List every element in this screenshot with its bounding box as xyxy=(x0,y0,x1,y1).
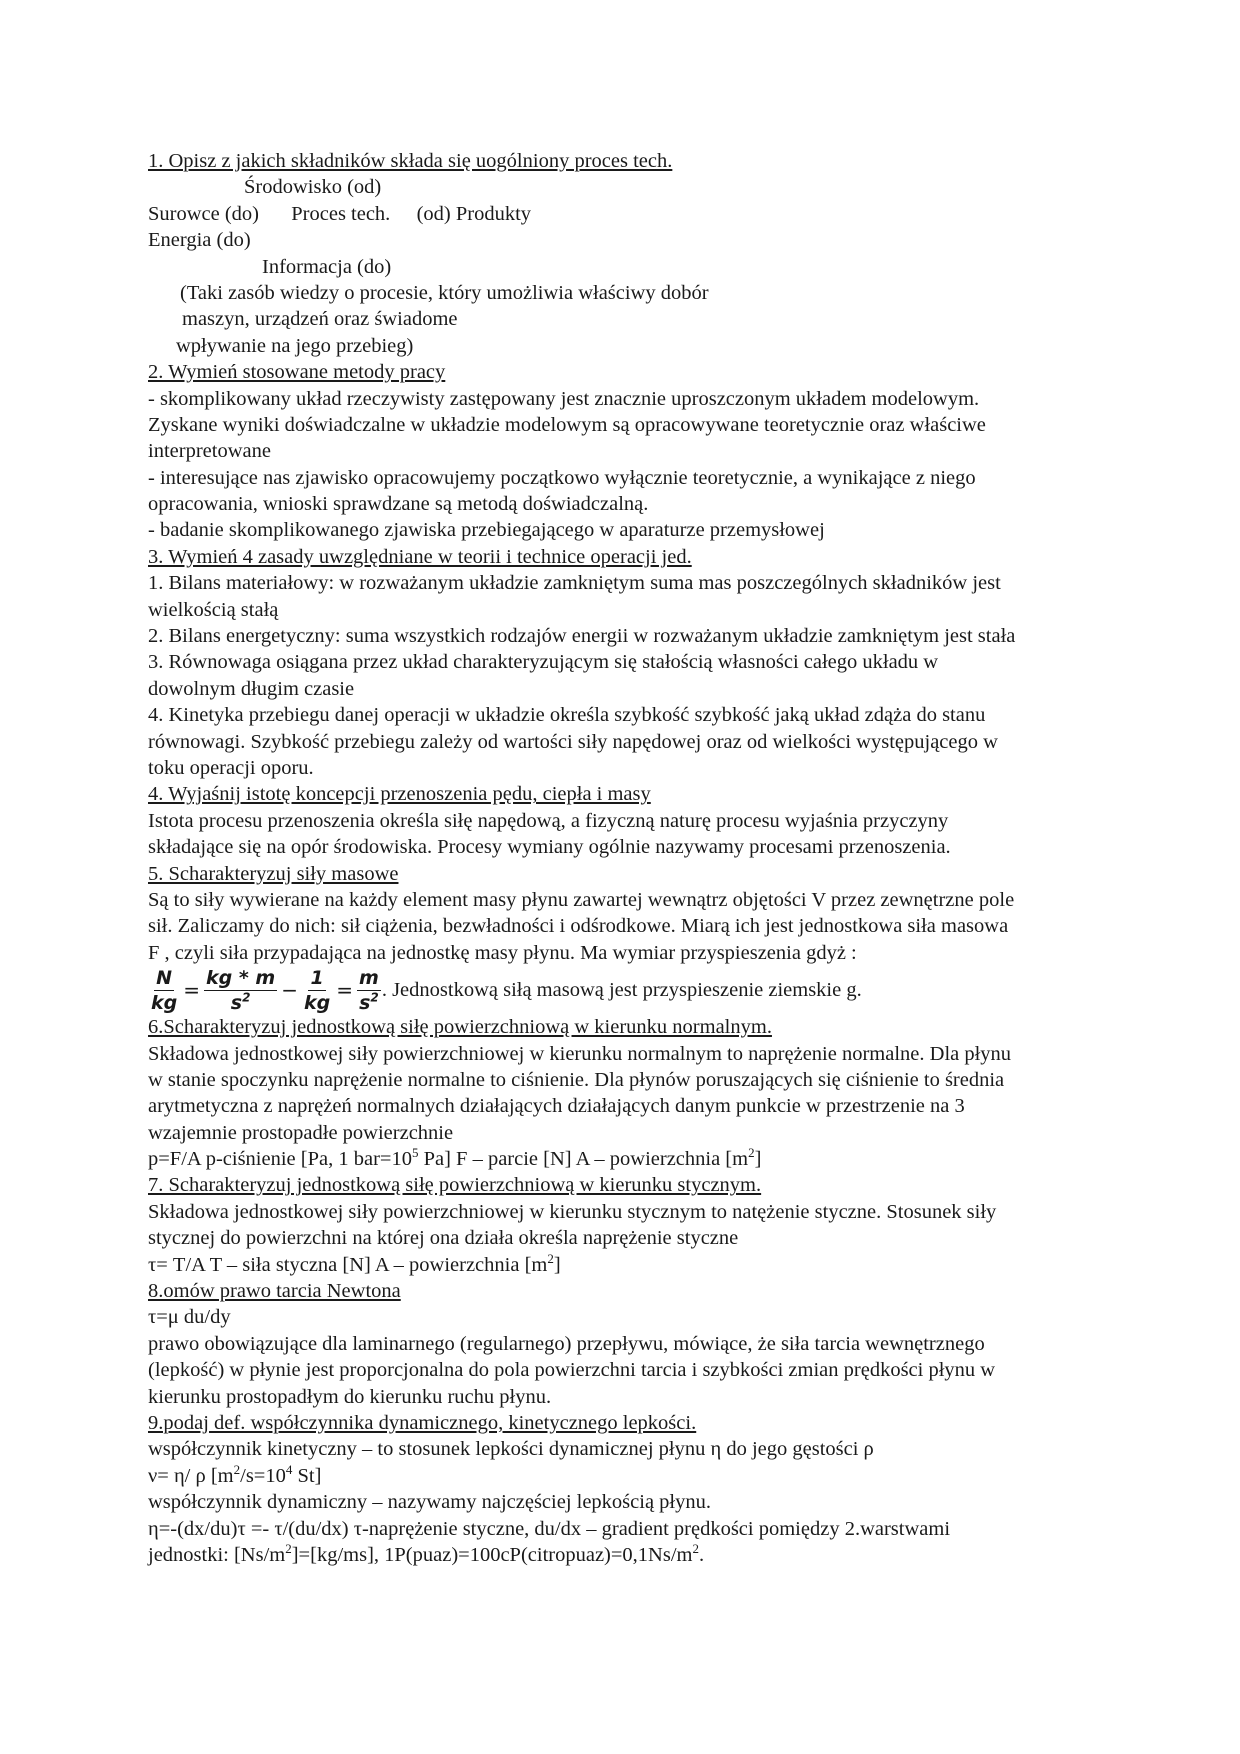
fraction-kgm-over-s2 xyxy=(204,967,277,1014)
fraction-denominator: $s^2$ xyxy=(230,990,251,1014)
question-6-heading: 6.Scharakteryzuj jednostkową siłę powierzchniową w kierunku normalnym. xyxy=(148,1016,772,1039)
q7-shear-formula xyxy=(148,1252,1128,1278)
q4-line-1: Istota procesu przenoszenia określa siłę napędową, a fizyczną naturę procesu wyjaśnia przyczyny xyxy=(148,809,949,832)
q4-line-2: składające się na opór środowiska. Procesy wymiany ogólnie nazywamy procesami przenoszenia. xyxy=(148,836,951,859)
q1-process-line xyxy=(148,201,1128,227)
superscript: 5 xyxy=(411,1145,419,1161)
q1-note-line-1: (Taki zasób wiedzy o procesie, który umożliwia właściwy dobór xyxy=(180,281,709,304)
q2-line-1: - skomplikowany układ rzeczywisty zastępowany jest znacznie uproszczonym układem modelowym. xyxy=(148,387,980,410)
q9-line-1: współczynnik kinetyczny – to stosunek lepkości dynamicznej płynu η do jego gęstości ρ xyxy=(148,1438,874,1461)
q3-line-3: 2. Bilans energetyczny: suma wszystkich rodzajów energii w rozważanym układzie zamkniętym jest stała xyxy=(148,625,1016,648)
q9-kinematic-formula xyxy=(148,1463,1128,1489)
formula-part: p=F/A p-ciśnienie [Pa, 1 bar=10 xyxy=(148,1148,412,1171)
fraction-denominator: kg xyxy=(303,991,331,1014)
superscript: 2 xyxy=(285,1541,292,1557)
q2-line-3: interpretowane xyxy=(148,440,271,463)
q1-energy: Energia (do) xyxy=(148,229,251,252)
minus-sign: − xyxy=(281,977,298,1002)
formula-part: ν= η/ ρ [m xyxy=(148,1464,234,1487)
q6-line-3: arytmetyczna z naprężeń normalnych działających działających danym punkcie w przestrzenie na 3 xyxy=(148,1095,965,1118)
q9-units-line xyxy=(148,1542,1128,1568)
q9-line-2: współczynnik dynamiczny – nazywamy najczęściej lepkością płynu. xyxy=(148,1491,711,1514)
q5-line-2: sił. Zaliczamy do nich: sił ciążenia, bezwładności i odśrodkowe. Miarą ich jest jednostkowa siła masowa xyxy=(148,915,1009,938)
q1-note-line-2: maszyn, urządzeń oraz świadome xyxy=(182,308,458,331)
formula-part: . xyxy=(699,1543,705,1566)
superscript: 2 xyxy=(692,1541,699,1557)
fraction-numerator: m xyxy=(359,966,379,989)
q3-line-1: 1. Bilans materiałowy: w rozważanym układzie zamkniętym suma mas poszczególnych składników jest xyxy=(148,572,1001,595)
q3-line-2: wielkością stałą xyxy=(148,598,279,621)
q1-products: (od) Produkty xyxy=(416,202,532,225)
fraction-denominator: $s^2$ xyxy=(359,990,379,1014)
q2-line-4: - interesujące nas zjawisko opracowujemy początkowo wyłącznie teoretycznie, a wynikające z niego xyxy=(148,466,976,489)
equals-sign: = xyxy=(336,977,353,1002)
q1-environment: Środowisko (od) xyxy=(244,176,382,199)
question-2-heading: 2. Wymień stosowane metody pracy xyxy=(148,361,446,384)
superscript: 2 xyxy=(233,1461,241,1477)
q6-line-4: wzajemnie prostopadłe powierzchnie xyxy=(148,1121,454,1144)
q3-line-7: równowagi. Szybkość przebiegu zależy od wartości siły napędowej oraz od wielkości występującego w xyxy=(148,730,998,753)
question-4-heading: 4. Wyjaśnij istotę koncepcji przenoszenia pędu, ciepła i masy xyxy=(148,783,651,806)
q2-line-5: opracowania, wnioski sprawdzane są metodą doświadczalną. xyxy=(148,493,649,516)
q5-unit-formula xyxy=(148,966,1128,1014)
question-1-heading: 1. Opisz z jakich składników składa się uogólniony proces tech. xyxy=(148,150,673,172)
q6-line-2: w stanie spoczynku naprężenie normalne to ciśnienie. Dla płynów poruszających się ciśnienie to średnia xyxy=(148,1068,1005,1091)
formula-part: /s=10 xyxy=(240,1464,286,1487)
q7-line-2: stycznej do powierzchni na której ona działa określa naprężenie styczne xyxy=(148,1227,739,1250)
formula-part: τ= T/A T – siła styczna [N] A – powierzchnia [m xyxy=(148,1253,548,1276)
q2-line-6: - badanie skomplikowanego zjawiska przebiegającego w aparaturze przemysłowej xyxy=(148,519,825,542)
q6-line-1: Składowa jednostkowej siły powierzchniowej w kierunku normalnym to naprężenie normalne. Dla płynu xyxy=(148,1042,1012,1065)
q1-process: Proces tech. xyxy=(291,202,391,225)
q9-line-3: η=-(dx/du)τ =- τ/(du/dx) τ-naprężenie styczne, du/dx – gradient prędkości pomiędzy 2.warstwami xyxy=(148,1517,951,1540)
formula-part: ] xyxy=(553,1253,561,1276)
formula-part: Pa] F – parcie [N] A – powierzchnia [m xyxy=(418,1148,749,1171)
q3-line-8: toku operacji oporu. xyxy=(148,756,314,779)
superscript: 2 xyxy=(547,1250,554,1266)
formula-part: jednostki: [Ns/m xyxy=(148,1543,286,1566)
question-5-heading: 5. Scharakteryzuj siły masowe xyxy=(148,862,399,885)
q8-line-2: (lepkość) w płynie jest proporcjonalna do pola powierzchni tarcia i szybkości zmian prędkości płynu w xyxy=(148,1359,996,1382)
q6-pressure-formula xyxy=(148,1146,1128,1172)
document-page xyxy=(148,148,1128,1568)
fraction-numerator: 1 xyxy=(310,966,324,989)
q1-information: Informacja (do) xyxy=(262,255,392,278)
q2-line-2: Zyskane wyniki doświadczalne w układzie modelowym są opracowywane teoretycznie oraz właściwe xyxy=(148,413,986,436)
formula-part: ]=[kg/ms], 1P(puaz)=100cP(citropuaz)=0,1Ns/m xyxy=(291,1543,693,1566)
formula-part: St] xyxy=(292,1464,322,1487)
question-8-heading: 8.omów prawo tarcia Newtona xyxy=(148,1280,401,1303)
fraction-numerator: N xyxy=(156,966,173,989)
q8-formula: τ=μ du/dy xyxy=(148,1306,231,1329)
fraction-n-over-kg xyxy=(149,967,179,1014)
formula-part: ] xyxy=(754,1148,762,1171)
q5-formula-tail: . Jednostkową siłą masową jest przyspieszenie ziemskie g. xyxy=(381,978,862,1001)
q5-line-3: F , czyli siła przypadająca na jednostkę masy płynu. Ma wymiar przyspieszenia gdyż : xyxy=(148,941,857,964)
fraction-1-over-kg xyxy=(302,967,332,1014)
q1-note-line-3: wpływanie na jego przebieg) xyxy=(176,334,414,357)
q3-line-5: dowolnym długim czasie xyxy=(148,677,355,700)
q1-raw-materials: Surowce (do) xyxy=(148,202,260,225)
question-9-heading: 9.podaj def. współczynnika dynamicznego, kinetycznego lepkości. xyxy=(148,1411,697,1434)
fraction-numerator: kg * m xyxy=(206,966,276,989)
q3-line-4: 3. Równowaga osiągana przez układ charakteryzującym się stałością własności całego układu w xyxy=(148,651,939,674)
q7-line-1: Składowa jednostkowej siły powierzchniowej w kierunku stycznym to natężenie styczne. Stosunek siły xyxy=(148,1200,997,1223)
q8-line-3: kierunku prostopadłym do kierunku ruchu płynu. xyxy=(148,1385,552,1408)
fraction-denominator: kg xyxy=(151,991,178,1014)
q5-line-1: Są to siły wywierane na każdy element masy płynu zawartej wewnątrz objętości V przez zewnętrzne pole xyxy=(148,888,1015,911)
equals-sign: = xyxy=(183,977,201,1002)
question-3-heading: 3. Wymień 4 zasady uwzględniane w teorii i technice operacji jed. xyxy=(148,545,692,568)
superscript: 4 xyxy=(285,1461,293,1477)
fraction-m-over-s2 xyxy=(357,967,381,1014)
q3-line-6: 4. Kinetyka przebiegu danej operacji w układzie określa szybkość szybkość jaką układ zdąża do stanu xyxy=(148,704,986,727)
question-7-heading: 7. Scharakteryzuj jednostkową siłę powierzchniową w kierunku stycznym. xyxy=(148,1174,762,1197)
superscript: 2 xyxy=(748,1145,755,1161)
q8-line-1: prawo obowiązujące dla laminarnego (regularnego) przepływu, mówiące, że siła tarcia wewnętrznego xyxy=(148,1332,985,1355)
